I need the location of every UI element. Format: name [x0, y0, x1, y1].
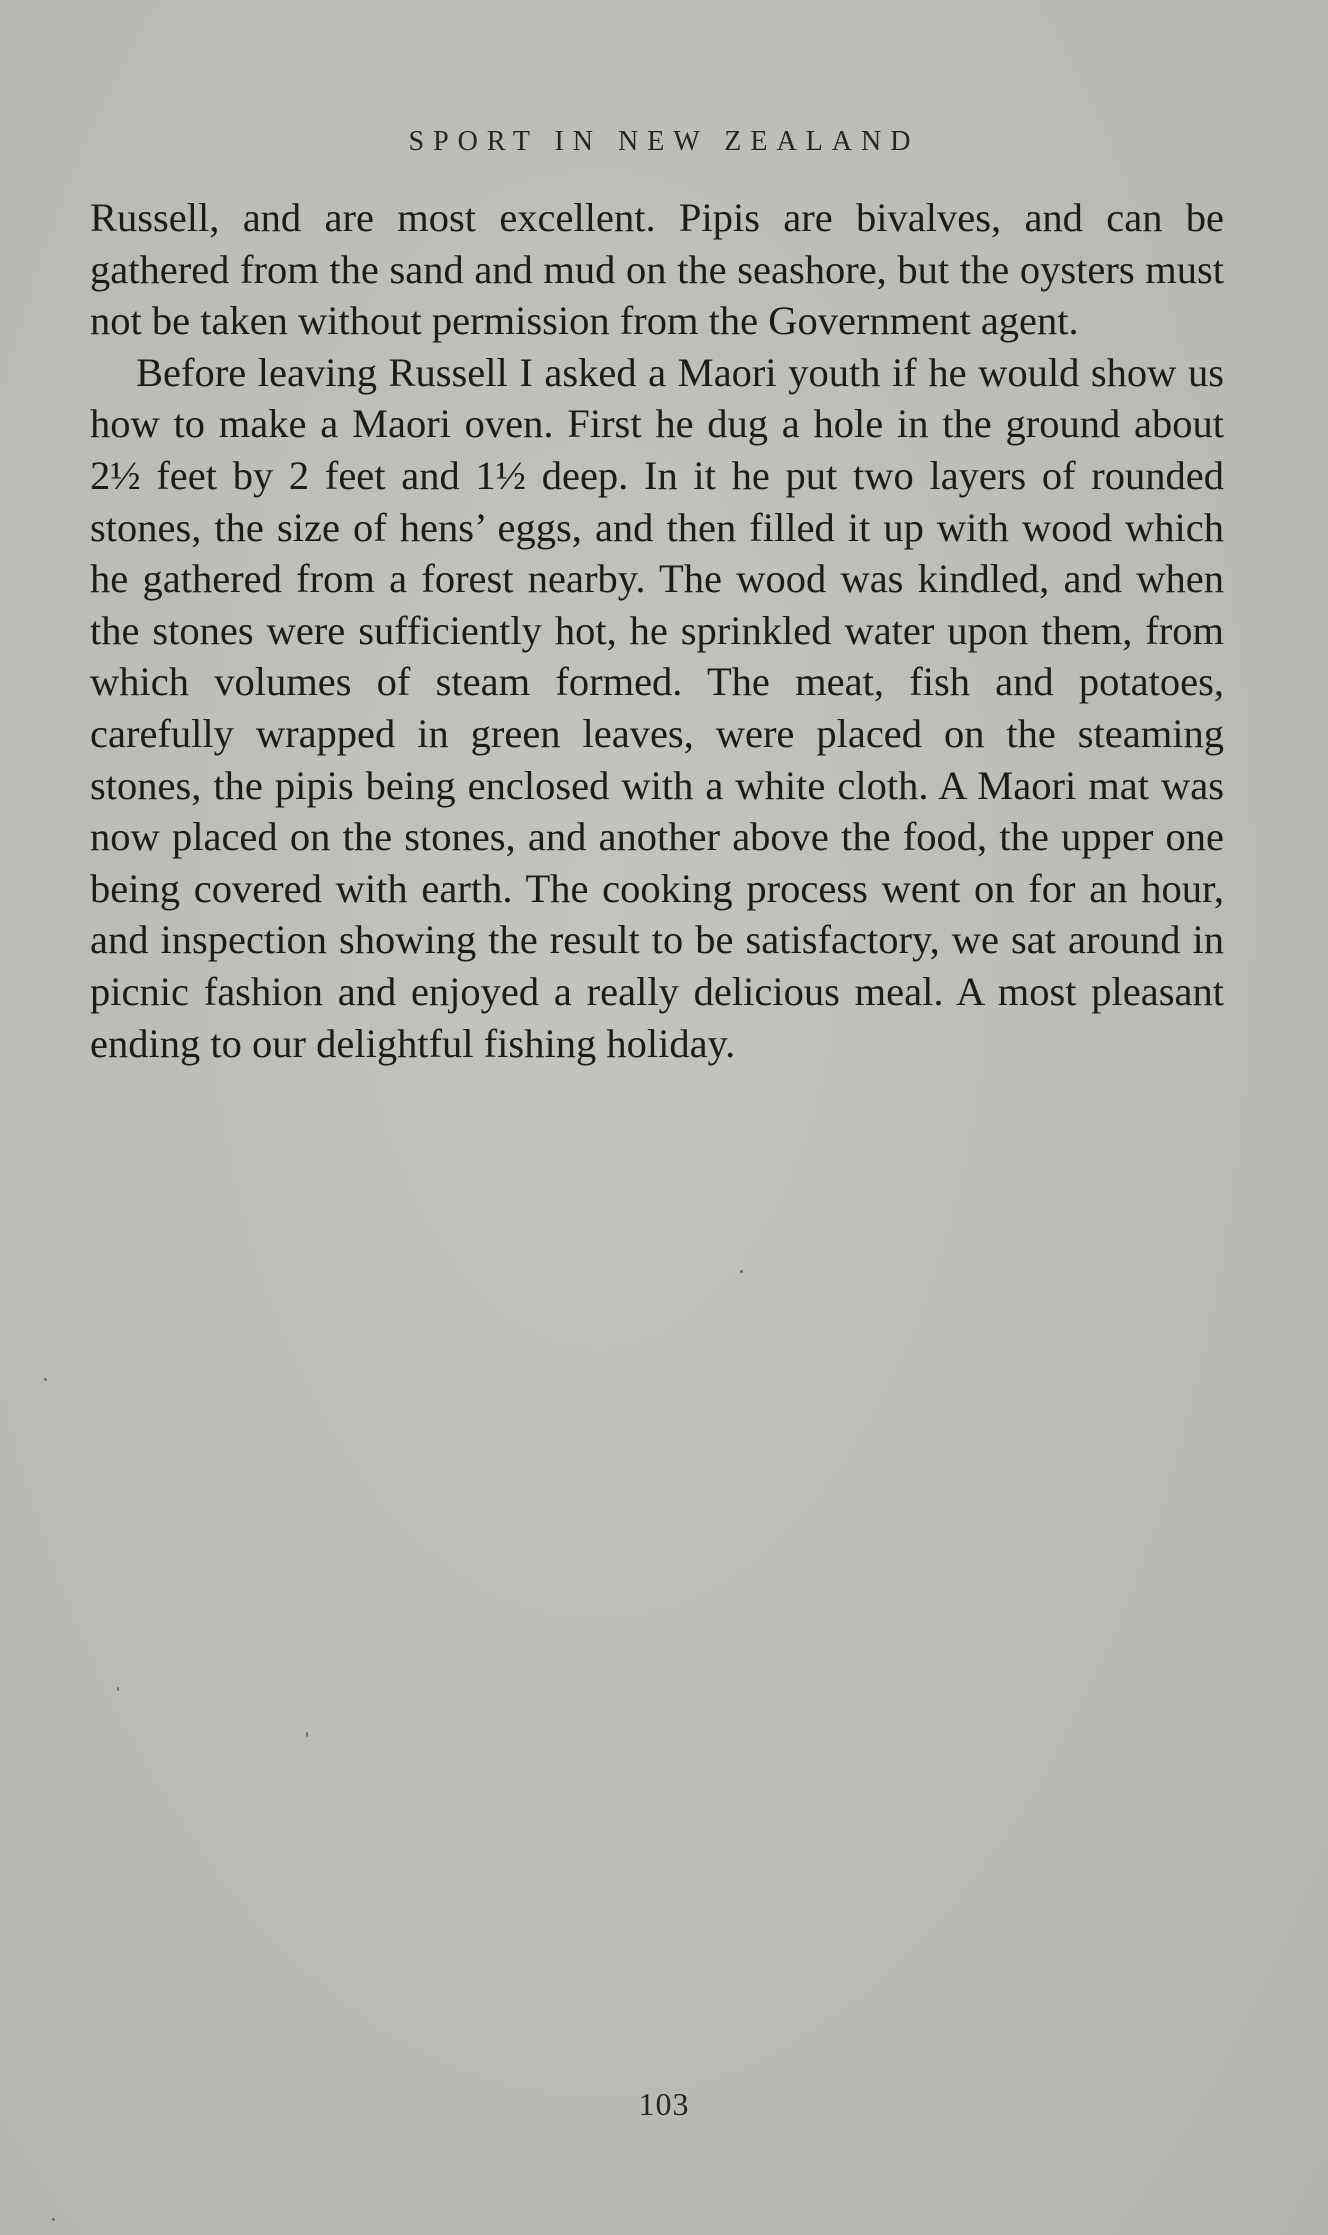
paragraph-continuation: Russell, and are most excellent. Pipis are bivalves, and can be gathered from the sand and mud on the seashore, but the oysters must not be taken without permission from the Government agent. [90, 195, 1224, 344]
body-text [90, 192, 1224, 1069]
paper-speck [740, 1270, 743, 1273]
page-number: 103 [638, 2086, 690, 2122]
running-head: SPORT IN NEW ZEALAND [408, 126, 920, 157]
paper-speck [44, 1378, 47, 1381]
paragraph-maori-oven: Before leaving Russell I asked a Maori youth if he would show us how to make a Maori oven. First he dug a hole in the ground about 2½ feet by 2 feet and 1½ deep. In it he put two layers of rounded stones, the size of hens’ eggs, and then filled it up with wood which he gathered from a forest nearby. The wood was kindled, and when the stones were sufficiently hot, he sprinkled water upon them, from which volumes of steam formed. The meat, fish and potatoes, carefully wrapped in green leaves, were placed on the steaming stones, the pipis being enclosed with a white cloth. A Maori mat was now placed on the stones, and another above the food, the upper one being covered with earth. The cooking process went on for an hour, and inspection showing the result to be satisfactory, we sat around in picnic fashion and enjoyed a really delicious meal. A most pleasant ending to our delightful fishing holiday. [90, 349, 1224, 1066]
paper-speck [52, 2218, 55, 2221]
paper-speck [306, 1732, 308, 1737]
paper-speck [117, 1687, 119, 1691]
